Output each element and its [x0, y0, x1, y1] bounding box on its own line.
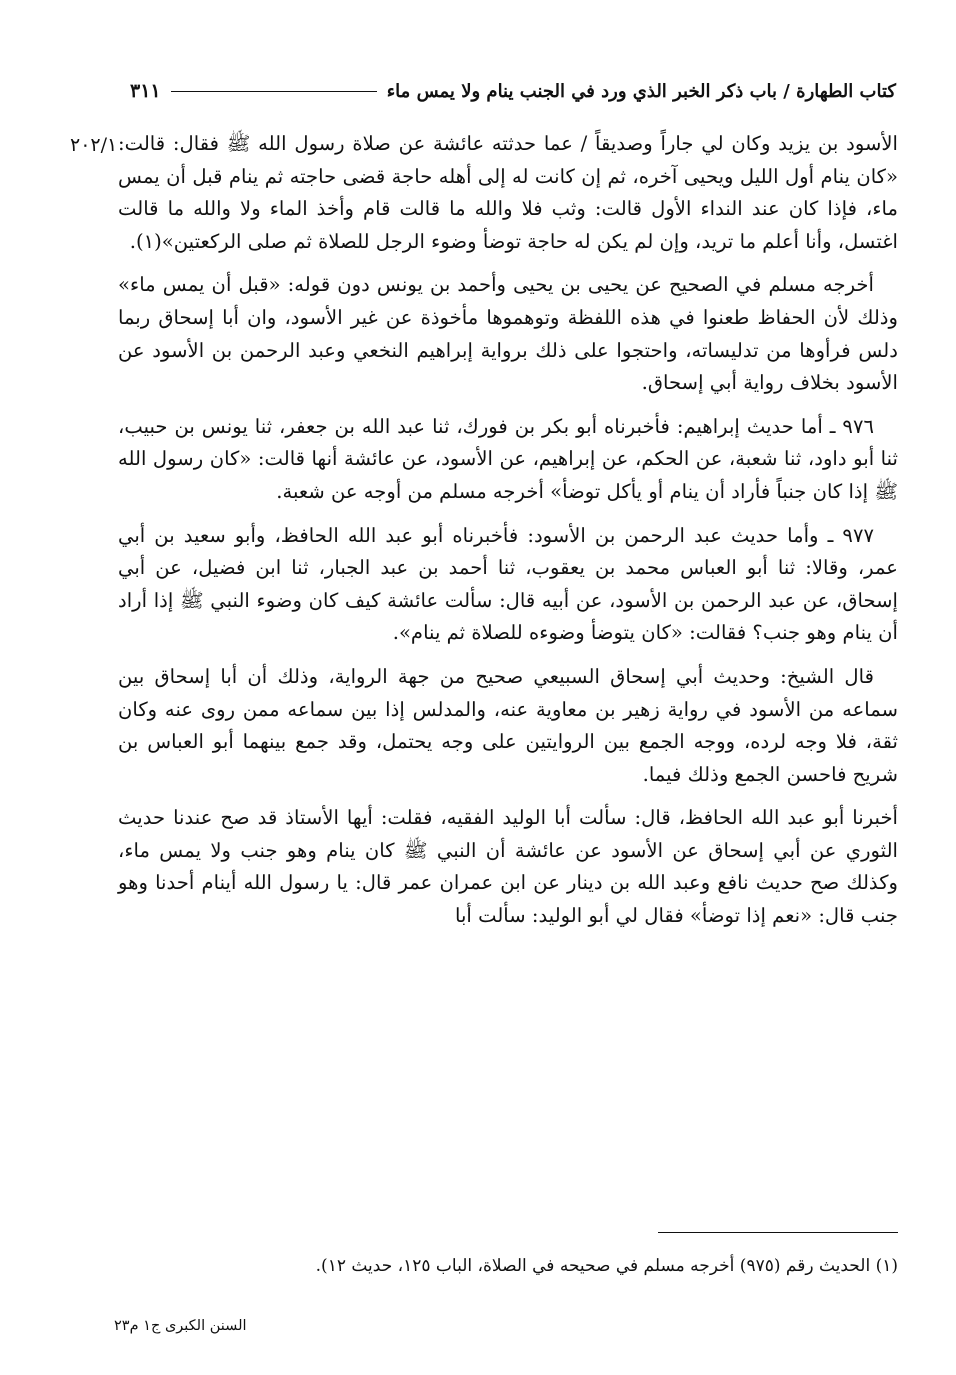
header-title: كتاب الطهارة / باب ذكر الخبر الذي ورد في الجنب ينام ولا يمس ماء: [386, 80, 896, 102]
printer-signature: السنن الكبرى ج١ م٢٣: [114, 1318, 247, 1334]
paragraph: ٩٧٧ ـ وأما حديث عبد الرحمن بن الأسود: فأخبرناه أبو عبد الله الحافظ، وأبو سعيد بن أبي عمر، وقالا: ثنا أبو العباس محمد بن يعقوب، ثنا أحمد بن عبد الجبار، ثنا ابن فضيل، عن أبي إسحاق، عن عبد الرحمن بن الأسود، عن أبيه قال: سألت عائشة كيف كان وضوء النبي ﷺ إذا أراد أن ينام وهو جنب؟ فقالت: «كان يتوضأ وضوءه للصلاة ثم ينام».: [118, 523, 898, 645]
running-header: [130, 76, 896, 106]
paragraph: ٩٧٦ ـ أما حديث إبراهيم: فأخبرناه أبو بكر بن فورك، ثنا عبد الله بن جعفر، ثنا يونس بن حبيب، ثنا أبو داود، ثنا شعبة، عن الحكم، عن إبراهيم، عن الأسود، عن عائشة أنها قالت: «كان رسول الله ﷺ إذا كان جنباً فأراد أن ينام أو يأكل توضأ» أخرجه مسلم من أوجه عن شعبة.: [118, 414, 898, 503]
footnote: (١) الحديث رقم (٩٧٥) أخرجه مسلم في صحيحه في الصلاة، الباب ١٢٥، حديث ١٢).: [315, 1256, 898, 1276]
paragraph: أخبرنا أبو عبد الله الحافظ، قال: سألت أبا الوليد الفقيه، فقلت: أيها الأستاذ قد صح عندنا حديث الثوري عن أبي إسحاق عن الأسود عن عائشة أن النبي ﷺ كان ينام وهو جنب ولا يمس ماء، وكذلك صح حديث نافع وعبد الله بن دينار عن ابن عمران عمر قال: يا رسول الله أينام أحدنا وهو جنب قال: «نعم إذا توضأ» فقال لي أبو الوليد: سألت أبا: [118, 806, 898, 928]
paragraph: قال الشيخ: وحديث أبي إسحاق السبيعي صحيح من جهة الرواية، وذلك أن أبا إسحاق بين سماعه من الأسود في رواية زهير بن معاوية عنه، والمدلس إذا بين سماعه ممن روى عنه وكان ثقة، فلا وجه لرده، ووجه الجمع بين الروايتين على وجه يحتمل، وقد جمع بينهما أبو العباس بن شريح فاحسن الجمع وذلك فيما.: [118, 664, 898, 786]
paragraph: أخرجه مسلم في الصحيح عن يحيى بن يحيى وأحمد بن يونس دون قوله: «قبل أن يمس ماء» وذلك لأن الحفاظ طعنوا في هذه اللفظة وتوهموها مأخوذة عن غير الأسود، وان أبا إسحاق ربما دلس فرأوها من تدليساته، واحتجوا على ذلك برواية إبراهيم النخعي وعبد الرحمن بن الأسود عن الأسود بخلاف رواية أبي إسحاق.: [118, 273, 898, 395]
main-text: [118, 128, 898, 944]
marginal-reference: ٢٠٢/١: [70, 134, 118, 156]
header-rule: [171, 91, 377, 92]
paragraph: الأسود بن يزيد وكان لي جاراً وصديقاً / عما حدثته عائشة عن صلاة رسول الله ﷺ فقال: قالت: «كان ينام أول الليل ويحيى آخره، ثم إن كانت له إلى أهله حاجة قضى حاجته ثم ينام قبل أن يمس ماء، فإذا كان عند النداء الأول قالت: وثب فلا والله ما قالت قام وأخذ الماء ولا والله ما قالت اغتسل، وأنا أعلم ما تريد، وإن لم يكن له حاجة توضأ وضوء الرجل للصلاة ثم صلى الركعتين»(١).: [118, 132, 898, 253]
page-number: ٣١١: [130, 80, 161, 102]
footnote-separator: [658, 1232, 898, 1233]
